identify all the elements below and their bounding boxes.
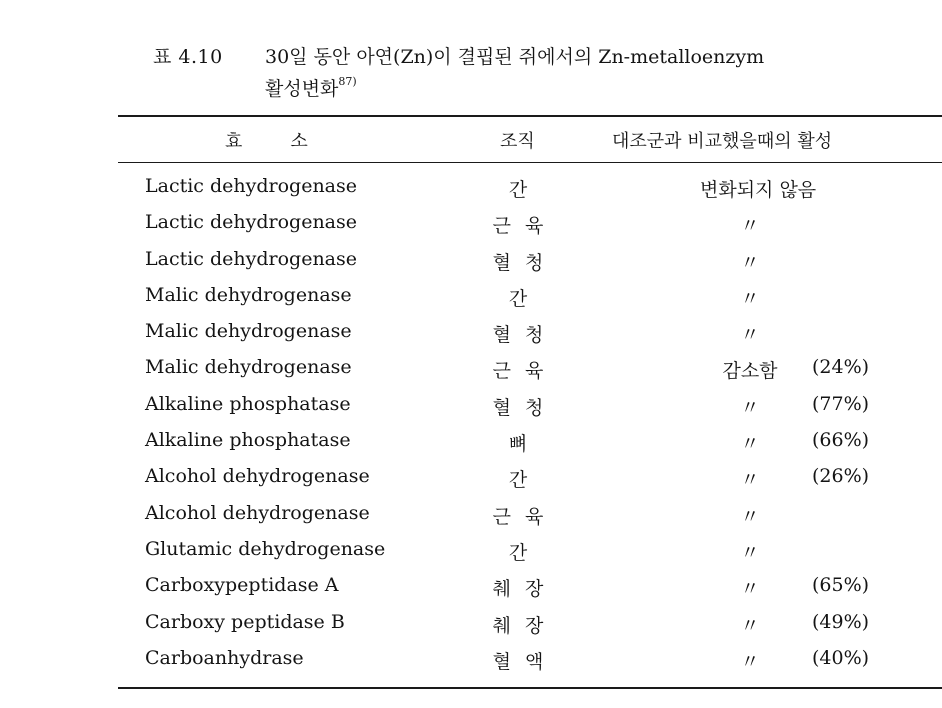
table-row [0, 393, 942, 429]
tissue-cell: 간 [508, 179, 532, 201]
activity-change-cell: 〃 [740, 541, 760, 564]
enzyme-cell: Alkaline phosphatase [145, 392, 351, 415]
enzyme-cell: Malic dehydrogenase [145, 283, 352, 306]
activity-change-cell: 〃 [740, 614, 760, 637]
table-caption: 30일 동안 아연(Zn)이 결핍된 쥐에서의 Zn-metalloenzym [265, 46, 765, 68]
activity-percent-cell: (26%) [812, 465, 870, 488]
tissue-cell: 혈 액 [492, 650, 548, 673]
tissue-cell: 혈 청 [492, 251, 548, 274]
enzyme-cell: Glutamic dehydrogenase [145, 537, 386, 560]
table-number: 표 4.10 [153, 46, 223, 68]
enzyme-cell: Carboanhydrase [145, 646, 304, 669]
tissue-cell: 간 [508, 287, 532, 310]
table-top-rule [118, 115, 942, 117]
activity-change-cell: 〃 [740, 287, 760, 310]
enzyme-cell: Malic dehydrogenase [145, 356, 352, 379]
reference-superscript: 87) [338, 74, 357, 88]
caption-line2-text: 활성변화 [265, 78, 339, 100]
activity-change-cell: 〃 [740, 469, 760, 492]
table-row [0, 574, 942, 610]
table-body [0, 175, 942, 683]
activity-change-cell: 〃 [740, 324, 760, 347]
table-row [0, 320, 942, 356]
activity-change-cell: 〃 [740, 396, 760, 419]
table-row [0, 356, 942, 392]
table-row [0, 611, 942, 647]
tissue-cell: 혈 청 [492, 324, 548, 347]
tissue-cell: 혈 청 [492, 396, 548, 419]
enzyme-cell: Alkaline phosphatase [145, 429, 351, 452]
table-row [0, 647, 942, 683]
activity-change-cell: 감소함 [722, 360, 778, 383]
header-enzyme: 효소 [225, 131, 356, 152]
table-header-rule [118, 162, 942, 163]
activity-percent-cell: (65%) [812, 574, 870, 597]
enzyme-cell: Carboxy peptidase B [145, 610, 345, 633]
table-row [0, 211, 942, 247]
tissue-cell: 간 [508, 469, 532, 492]
activity-percent-cell: (40%) [812, 646, 870, 669]
activity-percent-cell: (66%) [812, 429, 870, 452]
activity-change-cell: 〃 [740, 251, 760, 274]
table-row [0, 248, 942, 284]
table-caption-continued [265, 74, 357, 101]
enzyme-cell: Malic dehydrogenase [145, 320, 352, 343]
enzyme-cell: Alcohol dehydrogenase [145, 465, 370, 488]
enzyme-cell: Lactic dehydrogenase [145, 247, 358, 270]
table-row [0, 502, 942, 538]
header-tissue: 조직 [500, 131, 535, 152]
activity-percent-cell: (24%) [812, 356, 870, 379]
activity-change-cell: 〃 [740, 433, 760, 456]
activity-change-cell: 변화되지 않음 [700, 179, 817, 201]
enzyme-cell: Carboxypeptidase A [145, 574, 339, 597]
table-bottom-rule [118, 687, 942, 689]
tissue-cell: 근 육 [492, 215, 548, 238]
table-row [0, 175, 942, 211]
header-activity: 대조군과 비교했을때의 활성 [612, 131, 833, 152]
tissue-cell: 근 육 [492, 505, 548, 528]
table-row [0, 538, 942, 574]
enzyme-cell: Lactic dehydrogenase [145, 211, 358, 234]
activity-percent-cell: (49%) [812, 610, 870, 633]
tissue-cell: 췌 장 [492, 614, 548, 637]
tissue-cell: 근 육 [492, 360, 548, 383]
activity-change-cell: 〃 [740, 215, 760, 238]
table-row [0, 429, 942, 465]
tissue-cell: 뼈 [508, 433, 532, 456]
activity-percent-cell: (77%) [812, 392, 870, 415]
activity-change-cell: 〃 [740, 578, 760, 601]
enzyme-cell: Lactic dehydrogenase [145, 175, 358, 197]
tissue-cell: 간 [508, 541, 532, 564]
tissue-cell: 췌 장 [492, 578, 548, 601]
activity-change-cell: 〃 [740, 505, 760, 528]
table-row [0, 465, 942, 501]
activity-change-cell: 〃 [740, 650, 760, 673]
table-row [0, 284, 942, 320]
enzyme-cell: Alcohol dehydrogenase [145, 501, 370, 524]
